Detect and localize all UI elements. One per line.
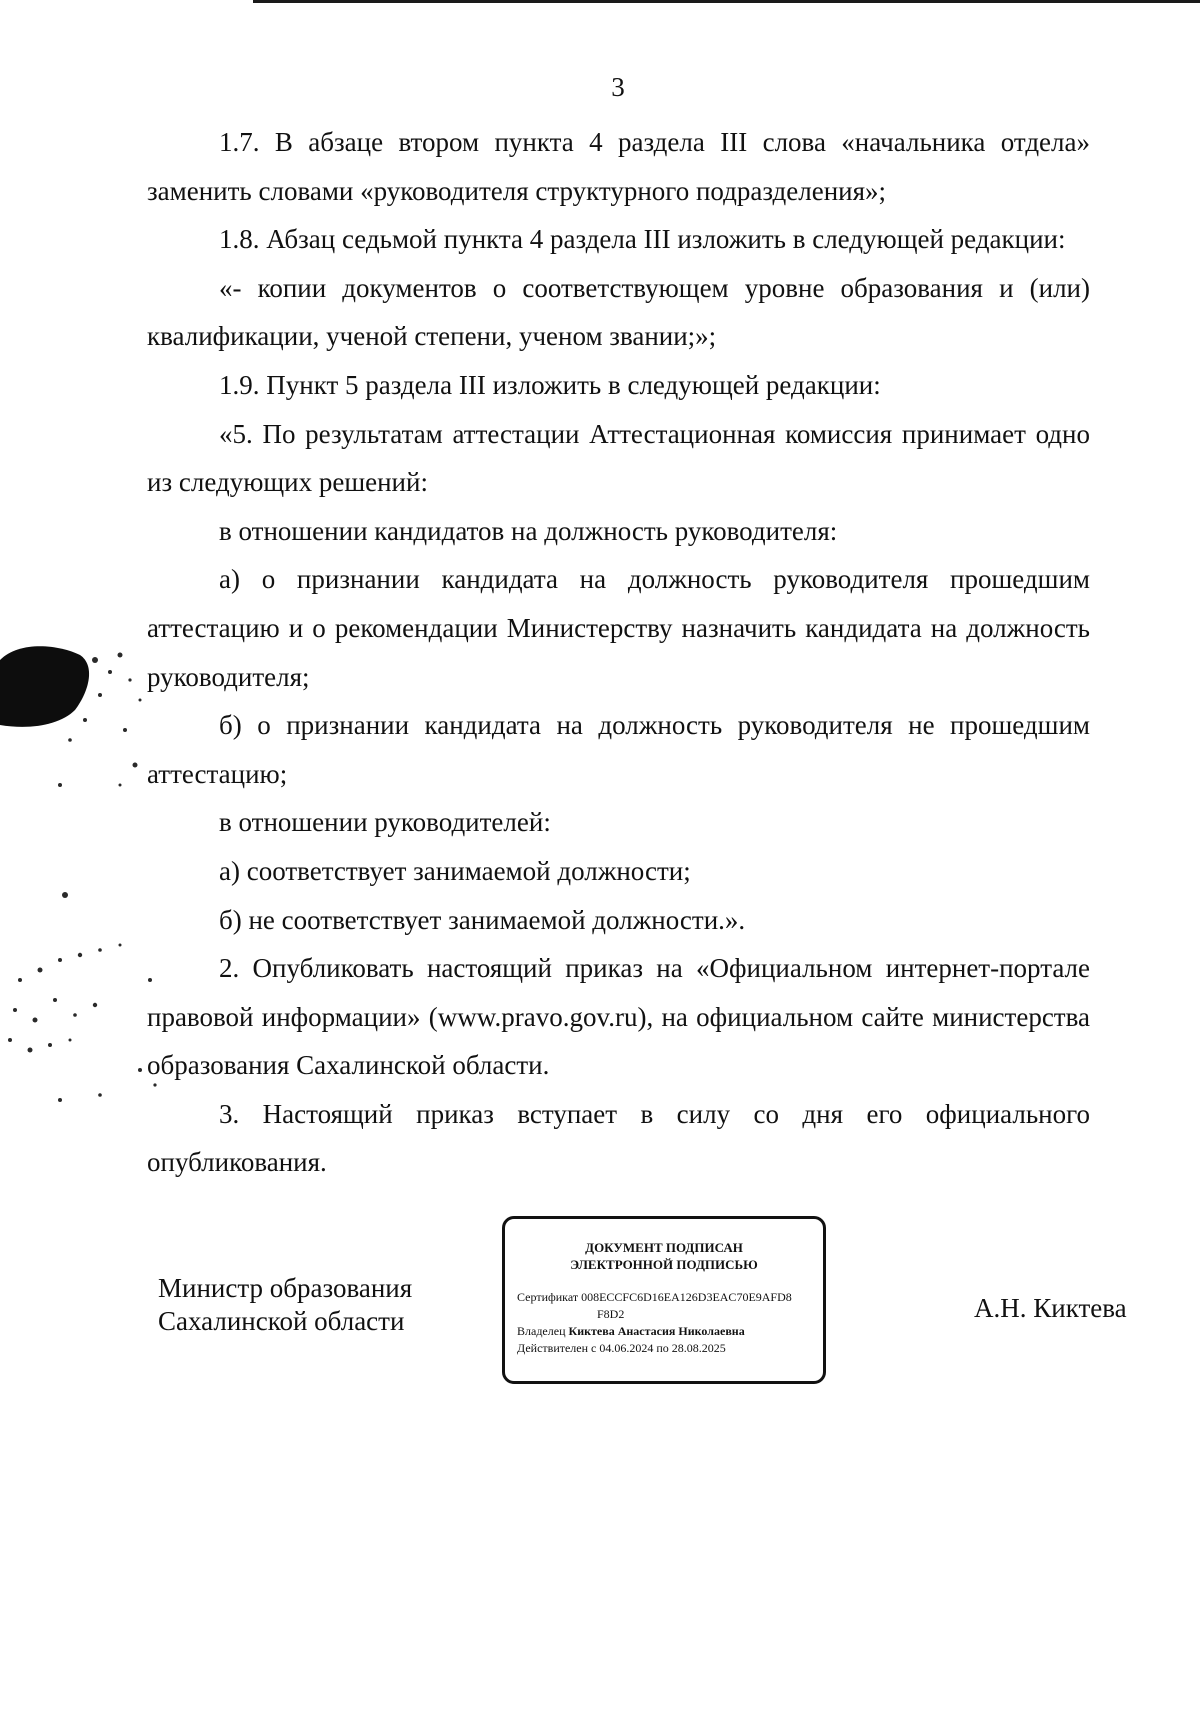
signer-title-line-2: Сахалинской области: [158, 1306, 405, 1336]
stamp-details: [517, 1289, 823, 1357]
stamp-heading: [505, 1239, 823, 1273]
heads-heading: в отношении руководителей:: [219, 807, 551, 838]
stamp-heading-line-2: ЭЛЕКТРОННОЙ ПОДПИСЬЮ: [570, 1257, 758, 1272]
heads-item-a: а) соответствует занимаемой должности;: [219, 855, 691, 886]
stamp-certificate-label: Сертификат: [517, 1290, 579, 1304]
stamp-owner-name: Киктева Анастасия Николаевна: [568, 1324, 745, 1338]
signer-title-line-1: Министр образования: [158, 1273, 413, 1303]
paragraph-1-7: 1.7. В абзаце втором пункта 4 раздела III слова «начальника отдела» заменить словами «руководителя структурного подразделения»;: [147, 127, 1090, 206]
paragraph-2-publish: 2. Опубликовать настоящий приказ на «Официальном интернет-портале правовой информации» (www.pravo.gov.ru), на официальном сайте министерства образования Сахалинской области.: [147, 953, 1090, 1081]
electronic-signature-stamp: [502, 1216, 826, 1384]
candidates-item-a: а) о признании кандидата на должность руководителя прошедшим аттестацию и о рекомендации Министерству назначить кандидата на должность руководителя;: [147, 564, 1090, 692]
heads-item-b: б) не соответствует занимаемой должности.».: [219, 904, 746, 935]
signer-name: А.Н. Киктева: [974, 1293, 1127, 1323]
top-scan-rule: [253, 0, 1200, 3]
stamp-heading-line-1: ДОКУМЕНТ ПОДПИСАН: [585, 1240, 743, 1255]
document-body: [147, 118, 1090, 1187]
candidates-heading: в отношении кандидатов на должность руководителя:: [219, 515, 838, 546]
candidates-item-b: б) о признании кандидата на должность руководителя не прошедшим аттестацию;: [147, 710, 1090, 789]
paragraph-3-effective: 3. Настоящий приказ вступает в силу со дня его официального опубликования.: [147, 1098, 1090, 1178]
stamp-validity: Действителен с 04.06.2024 по 28.08.2025: [517, 1341, 726, 1355]
signature-block: [0, 1210, 1200, 1410]
stamp-owner-label: Владелец: [517, 1324, 566, 1338]
page-number: 3: [611, 72, 625, 102]
stamp-certificate-code: 008ECCFC6D16EA126D3EAC70E9AFD8: [581, 1290, 792, 1304]
paragraph-5-intro: «5. По результатам аттестации Аттестационная комиссия принимает одно из следующих решений:: [147, 418, 1090, 498]
scan-artifact: [0, 600, 170, 1120]
paragraph-1-8: 1.8. Абзац седьмой пункта 4 раздела III изложить в следующей редакции:: [219, 224, 1066, 255]
paragraph-1-9: 1.9. Пункт 5 раздела III изложить в следующей редакции:: [219, 369, 881, 400]
stamp-owner-row: [517, 1323, 823, 1340]
stamp-certificate-row: [517, 1289, 823, 1306]
paragraph-1-8-text: «- копии документов о соответствующем уровне образования и (или) квалификации, ученой степени, ученом звании;»;: [147, 272, 1090, 352]
signer-title: [158, 1272, 412, 1338]
stamp-certificate-code-cont: F8D2: [597, 1307, 625, 1321]
